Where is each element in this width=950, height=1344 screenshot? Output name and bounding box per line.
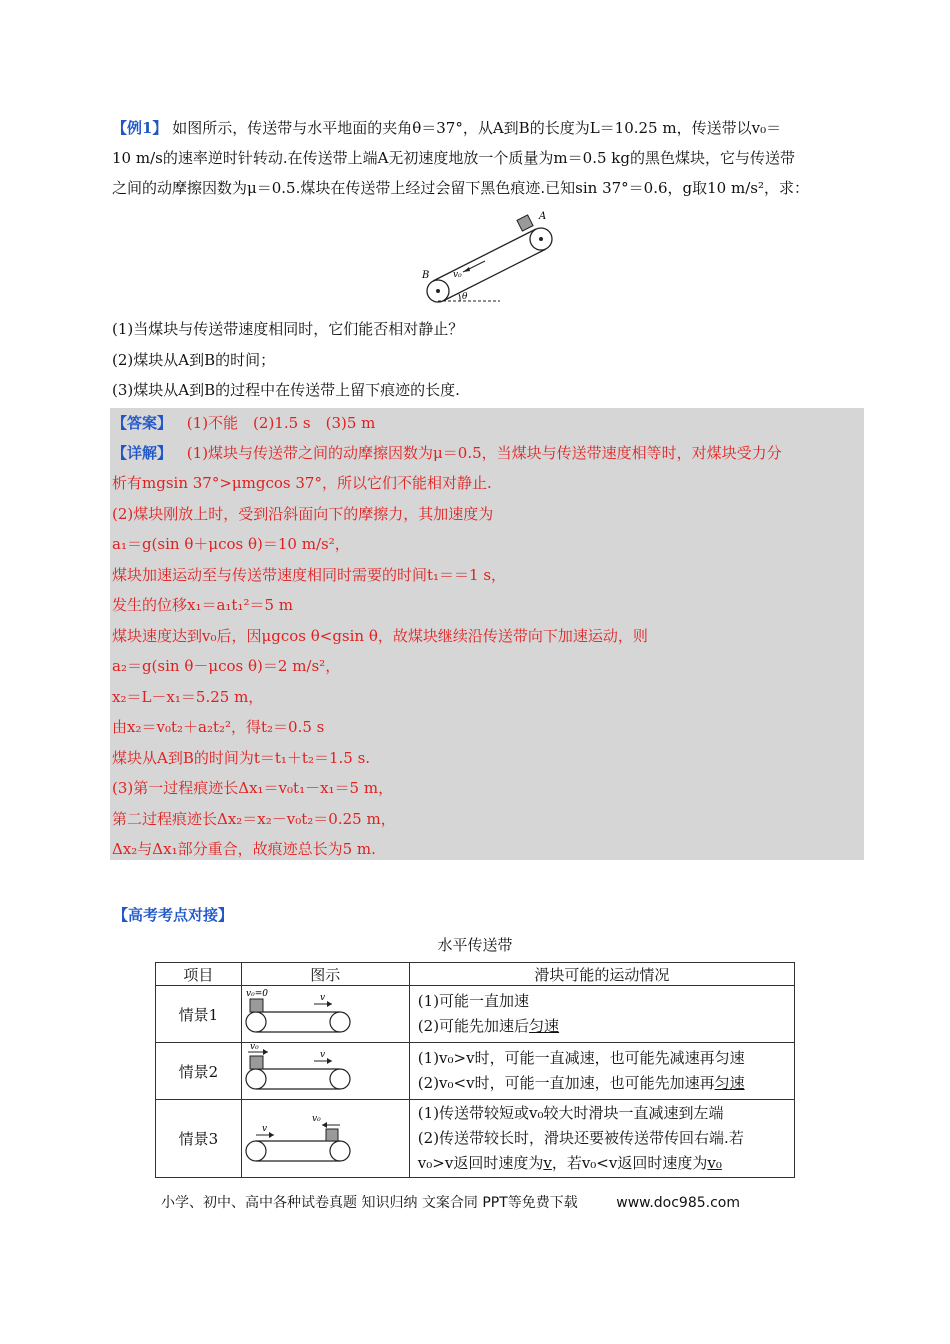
scene3-line-3-a: v₀>v返回时速度为 (417, 1154, 544, 1172)
detail-tag: 【详解】 (112, 444, 173, 462)
row-desc (409, 1043, 794, 1100)
scene2-label-v0: v₀ (249, 1043, 259, 1052)
detail-first-line: (1)煤块与传送带之间的动摩擦因数为μ＝0.5，当煤块与传送带速度相等时，对煤块受力分 (186, 444, 782, 462)
figure-label-v0: v₀ (453, 270, 462, 280)
row-figure (241, 1043, 409, 1100)
detail-line-3: a₁＝g(sin θ＋μcos θ)＝10 m/s²， (112, 535, 350, 553)
answer-text: (1)不能 (2)1.5 s (3)5 m (186, 414, 376, 432)
detail-line-7: a₂＝g(sin θ－μcos θ)＝2 m/s²， (112, 657, 341, 675)
scene3-line-3-c: ，若v₀<v返回时速度为 (551, 1154, 708, 1172)
example-tag: 【例1】 (112, 119, 168, 137)
scene3-line-3 (418, 1151, 794, 1176)
example-line-1 (112, 118, 781, 138)
scene2-belt-figure (242, 1043, 408, 1095)
detail-line-6: 煤块速度达到v₀后，因μgcos θ<gsin θ，故煤块继续沿传送带向下加速运动，则 (112, 627, 648, 645)
detail-line-13: Δx₂与Δx₁部分重合，故痕迹总长为5 m. (112, 840, 376, 858)
footer (161, 1192, 740, 1212)
question-2: (2)煤块从A到B的时间； (112, 351, 276, 369)
scene3-belt-figure (242, 1107, 408, 1167)
scene2-line-2 (418, 1071, 794, 1096)
detail-line-1: 析有mgsin 37°>μmgcos 37°，所以它们不能相对静止. (112, 474, 492, 492)
scene3-label-v0: v₀ (311, 1113, 321, 1124)
row-figure (241, 1100, 409, 1178)
section-title: 【高考考点对接】 (113, 906, 234, 924)
table-row (156, 1100, 795, 1178)
scene2-line-1: (1)v₀>v时，可能一直减速，也可能先减速再匀速 (417, 1049, 745, 1067)
table-title: 水平传送带 (437, 936, 513, 954)
row-name: 情景1 (156, 986, 242, 1043)
scene3-line-1: (1)传送带较短或v₀较大时滑块一直减速到左端 (417, 1104, 724, 1122)
example-line-3: 之间的动摩擦因数为μ＝0.5.煤块在传送带上经过会留下黑色痕迹.已知sin 37°＝0.6，g取10 m/s²，求： (112, 179, 809, 197)
detail-line-4: 煤块加速运动至与传送带速度相同时需要的时间t₁＝＝1 s， (112, 566, 507, 584)
scene1-belt-figure (242, 986, 408, 1038)
table-row (156, 1043, 795, 1100)
conveyor-table (155, 962, 795, 1178)
footer-text: 小学、初中、高中各种试卷真题 知识归纳 文案合同 PPT等免费下载 (161, 1195, 578, 1211)
scene2-label-v: v (319, 1050, 325, 1060)
detail-line-9: 由x₂＝v₀t₂＋a₂t₂²，得t₂＝0.5 s (112, 718, 325, 736)
detail-line-0 (112, 443, 782, 463)
example-text-1: 如图所示，传送带与水平地面的夹角θ＝37°，从A到B的长度为L＝10.25 m，传送带以v₀＝ (172, 119, 782, 137)
row-desc (409, 1100, 794, 1178)
example-line-2: 10 m/s的速率逆时针转动.在传送带上端A无初速度地放一个质量为m＝0.5 kg的黑色煤块，它与传送带 (112, 149, 795, 167)
table-header-row (156, 963, 795, 986)
detail-line-5: 发生的位移x₁＝a₁t₁²＝5 m (112, 596, 294, 614)
row-name: 情景2 (156, 1043, 242, 1100)
footer-url[interactable]: www.doc985.com (616, 1195, 740, 1211)
detail-line-10: 煤块从A到B的时间为t＝t₁＋t₂＝1.5 s. (112, 749, 371, 767)
row-name: 情景3 (156, 1100, 242, 1178)
header-motion: 滑块可能的运动情况 (409, 963, 794, 986)
scene1-label-v: v (319, 993, 325, 1003)
detail-line-12: 第二过程痕迹长Δx₂＝x₂－v₀t₂＝0.25 m， (112, 810, 396, 828)
answer-tag: 【答案】 (112, 414, 173, 432)
header-figure: 图示 (241, 963, 409, 986)
scene3-label-v: v (261, 1123, 267, 1134)
answer-line (112, 413, 375, 433)
detail-line-11: (3)第一过程痕迹长Δx₁＝v₀t₁－x₁＝5 m， (112, 779, 394, 797)
question-3: (3)煤块从A到B的过程中在传送带上留下痕迹的长度. (112, 381, 460, 399)
scene1-line-2-text: (2)可能先加速后 (417, 1017, 530, 1035)
header-item: 项目 (156, 963, 242, 986)
row-figure (241, 986, 409, 1043)
scene3-line-3-d: v₀ (707, 1154, 722, 1172)
scene1-line-2-underline: 匀速 (529, 1017, 560, 1035)
scene3-line-3-b: v (543, 1154, 552, 1172)
scene1-line-1: (1)可能一直加速 (417, 992, 530, 1010)
detail-line-8: x₂＝L－x₁＝5.25 m， (112, 688, 264, 706)
row-desc (409, 986, 794, 1043)
table-row (156, 986, 795, 1043)
figure-label-b: B (422, 270, 430, 281)
incline-belt-figure (415, 205, 575, 305)
scene3-line-2: (2)传送带较长时，滑块还要被传送带传回右端.若 (417, 1129, 744, 1147)
figure-label-theta: θ (462, 292, 468, 302)
scene2-line-2-underline: 匀速 (714, 1074, 745, 1092)
detail-line-2: (2)煤块刚放上时，受到沿斜面向下的摩擦力，其加速度为 (112, 505, 494, 523)
scene1-line-2 (418, 1014, 794, 1039)
question-1: (1)当煤块与传送带速度相同时，它们能否相对静止？ (112, 320, 464, 338)
figure-label-a: A (539, 211, 547, 222)
scene2-line-2-text: (2)v₀<v时，可能一直加速，也可能先加速再 (417, 1074, 715, 1092)
scene1-label-v0: v₀=0 (245, 989, 268, 999)
